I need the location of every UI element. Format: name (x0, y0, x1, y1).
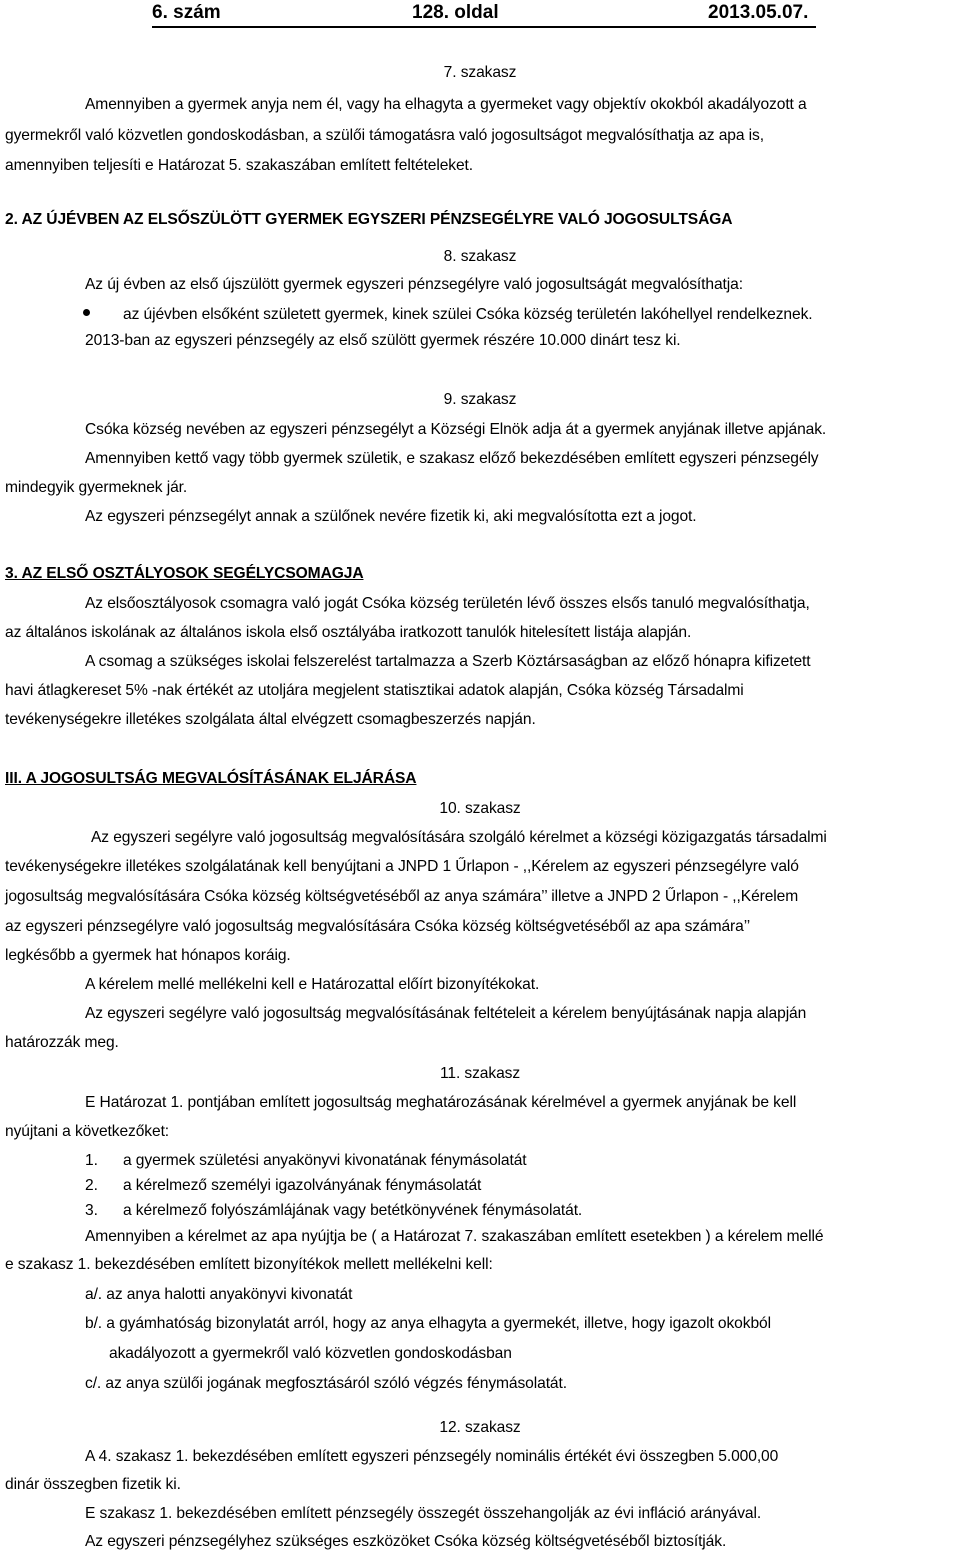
list-item: b/. a gyámhatóság bizonylatát arról, hogy az anya elhagyta a gyermekét, illetve, hogy igazolt okokból (85, 1315, 771, 1332)
section-10-text: az egyszeri pénzsegélyre való jogosultság megvalósítására Csóka község költségvetéséből az apa számára’’ (5, 918, 751, 935)
section-10-text: legkésőbb a gyermek hat hónapos koráig. (5, 947, 291, 964)
section-8-bullet-item: az újévben elsőként született gyermek, kinek szülei Csóka község területén lakóhellyel rendelkeznek. (123, 306, 813, 323)
list-item: a gyermek születési anyakönyvi kivonatának fénymásolatát (123, 1152, 527, 1169)
section-7-text: amennyiben teljesíti e Határozat 5. szakaszában említett feltételeket. (5, 157, 474, 174)
section-11-text: nyújtani a következőket: (5, 1123, 170, 1140)
section-10-text: tevékenységekre illetékes szolgálatának kell benyújtani a JNPD 1 Űrlapon - ,,Kérelem az egyszeri pénzsegélyre való (5, 858, 799, 875)
section-9-text: Az egyszeri pénzsegélyt annak a szülőnek nevére fizetik ki, aki megvalósította ezt a jogot. (85, 508, 697, 525)
list-item: a kérelmező személyi igazolványának fénymásolatát (123, 1177, 482, 1194)
section-11-text: E Határozat 1. pontjában említett jogosultság meghatározásának kérelmével a gyermek anyjának be kell (85, 1094, 797, 1111)
section-9-text: Csóka község nevében az egyszeri pénzsegélyt a Községi Elnök adja át a gyermek anyjának illetve apjának. (85, 421, 827, 438)
list-item-number: 2. (85, 1177, 98, 1194)
section-9-text: Amennyiben kettő vagy több gyermek születik, e szakasz előző bekezdésében említett egyszeri pénzsegély (85, 450, 819, 467)
section-10-text: jogosultság megvalósítására Csóka község költségvetéséből az anya számára’’ illetve a JNPD 2 Űrlapon - ,,Kérelem (5, 888, 799, 905)
section-12-text: Az egyszeri pénzsegélyhez szükséges eszközöket Csóka község költségvetéséből biztosítják. (85, 1533, 727, 1550)
section-12-text: A 4. szakasz 1. bekezdésében említett egyszeri pénzsegély nominális értékét évi összegben 5.000,00 (85, 1448, 779, 1465)
section-8-title: 8. szakasz (443, 248, 517, 265)
list-item: a kérelmező folyószámlájának vagy betétkönyvének fénymásolatát. (123, 1202, 583, 1219)
list-item-number: 3. (85, 1202, 98, 1219)
section-8-text: Az új évben az első újszülött gyermek egyszeri pénzsegélyre való jogosultságát megvalósíthatja: (85, 276, 743, 293)
section-10-text: A kérelem mellé mellékelni kell e Határozattal előírt bizonyítékokat. (85, 976, 540, 993)
section-9-title: 9. szakasz (443, 391, 517, 408)
list-item: c/. az anya szülői jogának megfosztásáról szóló végzés fénymásolatát. (85, 1375, 567, 1392)
page-number: 128. oldal (412, 2, 499, 23)
section-10-text: Az egyszeri segélyre való jogosultság megvalósítására szolgáló kérelmet a községi közigazgatás társadalmi (91, 829, 827, 846)
section-11-text: e szakasz 1. bekezdésében említett bizonyítékok mellett mellékelni kell: (5, 1256, 493, 1273)
page-header (152, 2, 816, 28)
list-item: a/. az anya halotti anyakönyvi kivonatát (85, 1286, 353, 1303)
issue-number: 6. szám (152, 2, 221, 23)
issue-date: 2013.05.07. (708, 2, 809, 23)
section-7-text: gyermekről való közvetlen gondoskodásban, a szülői támogatásra való jogosultságot megvalósíthatja az apa is, (5, 127, 764, 144)
section-7-text: Amennyiben a gyermek anyja nem él, vagy ha elhagyta a gyermeket vagy objektív okokból akadályozott a (85, 96, 807, 113)
list-item-number: 1. (85, 1152, 98, 1169)
section-10-title: 10. szakasz (439, 800, 521, 817)
section-12-text: dinár összegben fizetik ki. (5, 1476, 181, 1493)
chapter-3-text: havi átlagkereset 5% -nak értékét az utoljára megjelent statisztikai adatok alapján, Csóka község Társadalmi (5, 682, 744, 699)
section-7-title: 7. szakasz (443, 64, 517, 81)
section-10-text: határozzák meg. (5, 1034, 119, 1051)
bullet-icon (83, 309, 90, 316)
section-10-text: Az egyszeri segélyre való jogosultság megvalósításának feltételeit a kérelem benyújtásának napja alapján (85, 1005, 807, 1022)
chapter-3-heading: 3. AZ ELSŐ OSZTÁLYOSOK SEGÉLYCSOMAGJA (5, 565, 364, 582)
section-11-title: 11. szakasz (439, 1065, 521, 1082)
section-11-text: Amennyiben a kérelmet az apa nyújtja be ( a Határozat 7. szakaszában említett esetekben ) a kérelem mellé (85, 1228, 824, 1245)
section-9-text: mindegyik gyermeknek jár. (5, 479, 188, 496)
chapter-III-heading: III. A JOGOSULTSÁG MEGVALÓSÍTÁSÁNAK ELJÁRÁSA (5, 770, 417, 787)
section-8-text: 2013-ban az egyszeri pénzsegély az első szülött gyermek részére 10.000 dinárt tesz ki. (85, 332, 681, 349)
list-item: akadályozott a gyermekről való közvetlen gondoskodásban (109, 1345, 512, 1362)
chapter-3-text: Az elsőosztályosok csomagra való jogát Csóka község területén lévő összes elsős tanuló megvalósíthatja, (85, 595, 810, 612)
chapter-2-heading: 2. AZ ÚJÉVBEN AZ ELSŐSZÜLÖTT GYERMEK EGYSZERI PÉNZSEGÉLYRE VALÓ JOGOSULTSÁGA (5, 211, 733, 228)
chapter-3-text: A csomag a szükséges iskolai felszerelést tartalmazza a Szerb Köztársaságban az előző hónapra kifizetett (85, 653, 811, 670)
chapter-3-text: tevékenységekre illetékes szolgálata által elvégzett csomagbeszerzés napján. (5, 711, 536, 728)
chapter-3-text: az általános iskolának az általános iskola első osztályába iratkozott tanulók hitelesített listája alapján. (5, 624, 692, 641)
section-12-title: 12. szakasz (439, 1419, 521, 1436)
section-12-text: E szakasz 1. bekezdésében említett pénzsegély összegét összehangolják az évi infláció arányával. (85, 1505, 762, 1522)
